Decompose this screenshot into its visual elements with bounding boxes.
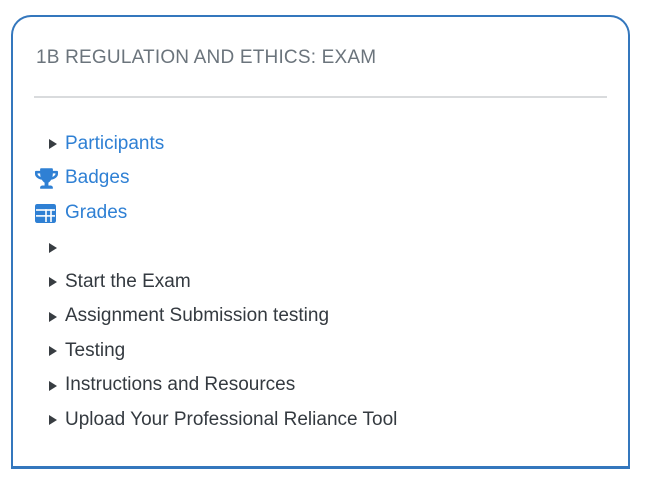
icon-slot [35, 415, 65, 425]
collapse-triangle-icon [49, 312, 57, 322]
section-title: 1B REGULATION AND ETHICS: EXAM [36, 47, 377, 68]
list-item-label[interactable]: Upload Your Professional Reliance Tool [65, 408, 398, 430]
icon-slot [35, 243, 65, 253]
section-activity-list [13, 127, 628, 438]
collapse-triangle-icon [49, 139, 57, 149]
list-item [13, 265, 628, 300]
collapse-triangle-icon [49, 415, 57, 425]
icon-slot [35, 139, 65, 149]
list-item-label[interactable]: Assignment Submission testing [65, 305, 330, 327]
list-item [13, 403, 628, 438]
list-item-label[interactable]: Instructions and Resources [65, 374, 296, 396]
list-item-label[interactable]: Start the Exam [65, 270, 191, 292]
divider [34, 96, 607, 98]
icon-slot [35, 312, 65, 322]
grades-table-icon [35, 204, 56, 223]
icon-slot [35, 381, 65, 391]
collapse-triangle-icon [49, 381, 57, 391]
icon-slot [35, 204, 65, 223]
list-item [13, 231, 628, 266]
list-item-label[interactable]: Grades [65, 201, 128, 223]
list-item [13, 162, 628, 197]
trophy-icon [35, 168, 58, 189]
list-item-label[interactable]: Testing [65, 339, 126, 361]
list-item [13, 300, 628, 335]
list-item-label[interactable]: Participants [65, 132, 165, 154]
icon-slot [35, 346, 65, 356]
collapse-triangle-icon [49, 277, 57, 287]
icon-slot [35, 277, 65, 287]
course-section-card [11, 15, 630, 469]
list-item [13, 196, 628, 231]
collapse-triangle-icon [49, 243, 57, 253]
icon-slot [35, 168, 65, 189]
collapse-triangle-icon [49, 346, 57, 356]
list-item [13, 334, 628, 369]
list-item [13, 369, 628, 404]
list-item-label[interactable]: Badges [65, 167, 130, 189]
list-item [13, 127, 628, 162]
